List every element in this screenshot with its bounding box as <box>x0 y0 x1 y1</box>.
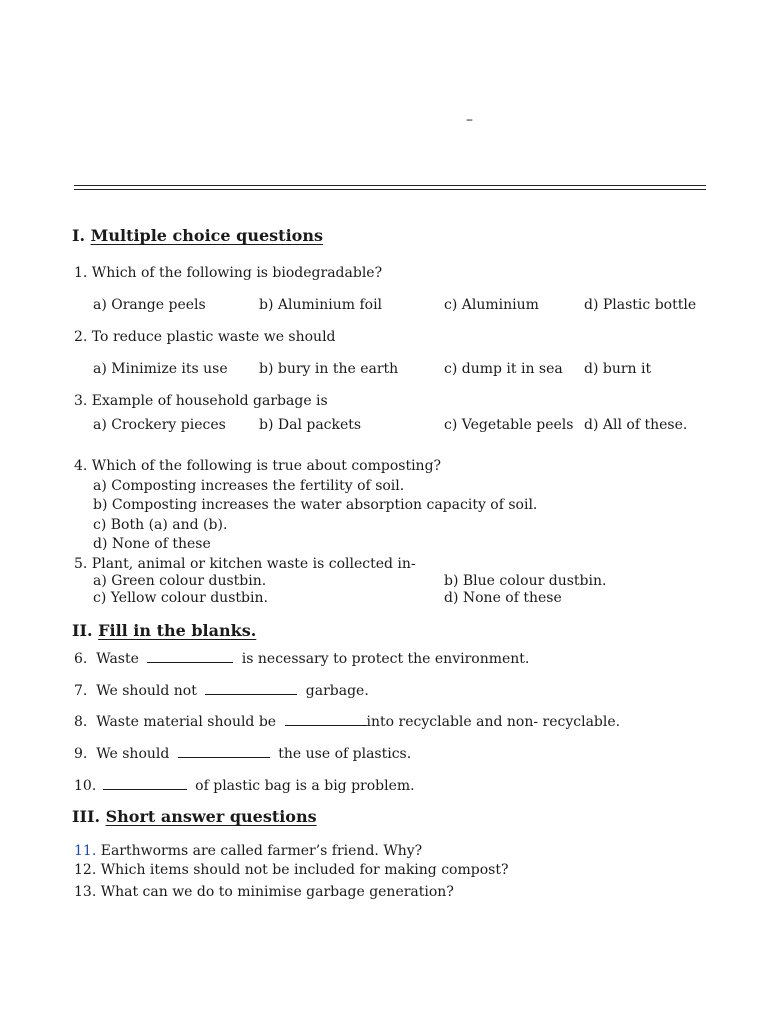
answer-blank <box>285 713 367 726</box>
q1-option-a: a) Orange peels <box>93 297 206 313</box>
q4-option-d: d) None of these <box>93 536 211 552</box>
q2-option-b: b) bury in the earth <box>259 361 399 377</box>
q3-option-a: a) Crockery pieces <box>93 417 226 433</box>
text-after-blank: of plastic bag is a big problem. <box>195 778 415 794</box>
section-heading-mcq <box>72 228 323 244</box>
section-number: I. <box>72 226 86 245</box>
fill-question-7 <box>74 682 369 698</box>
text-after-blank: the use of plastics. <box>278 746 412 762</box>
short-question-11 <box>74 844 422 858</box>
question-number: 7. <box>74 683 88 699</box>
text-before-blank: We should <box>96 746 170 762</box>
q3-option-c: c) Vegetable peels <box>444 417 574 433</box>
question-1: 1. Which of the following is biodegradable? <box>74 265 383 281</box>
section-title: Multiple choice questions <box>90 226 323 245</box>
q5-option-a: a) Green colour dustbin. <box>93 573 267 589</box>
header-dash: – <box>466 112 473 128</box>
text-before-blank: We should not <box>96 683 197 699</box>
answer-blank <box>103 777 187 790</box>
fill-question-10 <box>74 777 415 793</box>
q5-option-b: b) Blue colour dustbin. <box>444 573 607 589</box>
question-number: 11. <box>74 843 97 859</box>
header-rule-top <box>74 185 706 186</box>
section-heading-short <box>72 809 317 825</box>
question-text: Earthworms are called farmer’s friend. Why? <box>100 843 423 859</box>
q1-option-c: c) Aluminium <box>444 297 539 313</box>
q1-option-d: d) Plastic bottle <box>584 297 697 313</box>
question-5: 5. Plant, animal or kitchen waste is collected in- <box>74 556 416 572</box>
q5-option-d: d) None of these <box>444 590 562 606</box>
text-after-blank: into recyclable and non- recyclable. <box>366 714 621 730</box>
answer-blank <box>205 682 297 695</box>
q2-option-c: c) dump it in sea <box>444 361 563 377</box>
q4-option-c: c) Both (a) and (b). <box>93 517 228 533</box>
section-number: II. <box>72 621 93 640</box>
fill-question-6 <box>74 650 529 666</box>
q1-option-b: b) Aluminium foil <box>259 297 383 313</box>
text-after-blank: garbage. <box>305 683 369 699</box>
q3-option-d: d) All of these. <box>584 417 688 433</box>
section-title: Fill in the blanks. <box>98 621 257 640</box>
section-title: Short answer questions <box>105 807 317 826</box>
question-2: 2. To reduce plastic waste we should <box>74 329 336 345</box>
question-number: 8. <box>74 714 88 730</box>
question-3: 3. Example of household garbage is <box>74 393 328 409</box>
fill-question-8 <box>74 713 620 729</box>
q2-option-d: d) burn it <box>584 361 652 377</box>
q4-option-b: b) Composting increases the water absorption capacity of soil. <box>93 497 538 513</box>
q2-option-a: a) Minimize its use <box>93 361 228 377</box>
answer-blank <box>178 745 270 758</box>
short-question-12: 12. Which items should not be included for making compost? <box>74 862 509 878</box>
question-4: 4. Which of the following is true about composting? <box>74 458 442 474</box>
text-before-blank: Waste material should be <box>96 714 277 730</box>
section-heading-fill <box>72 623 256 639</box>
text-before-blank: Waste <box>96 651 139 667</box>
q4-option-a: a) Composting increases the fertility of soil. <box>93 478 405 494</box>
fill-question-9 <box>74 745 411 761</box>
answer-blank <box>147 650 233 663</box>
question-number: 6. <box>74 651 88 667</box>
section-number: III. <box>72 807 101 826</box>
header-rule-bottom <box>74 189 706 190</box>
text-after-blank: is necessary to protect the environment. <box>241 651 530 667</box>
question-number: 9. <box>74 746 88 762</box>
short-question-13: 13. What can we do to minimise garbage generation? <box>74 884 454 900</box>
q3-option-b: b) Dal packets <box>259 417 362 433</box>
question-number: 10. <box>74 778 97 794</box>
q5-option-c: c) Yellow colour dustbin. <box>93 590 268 606</box>
